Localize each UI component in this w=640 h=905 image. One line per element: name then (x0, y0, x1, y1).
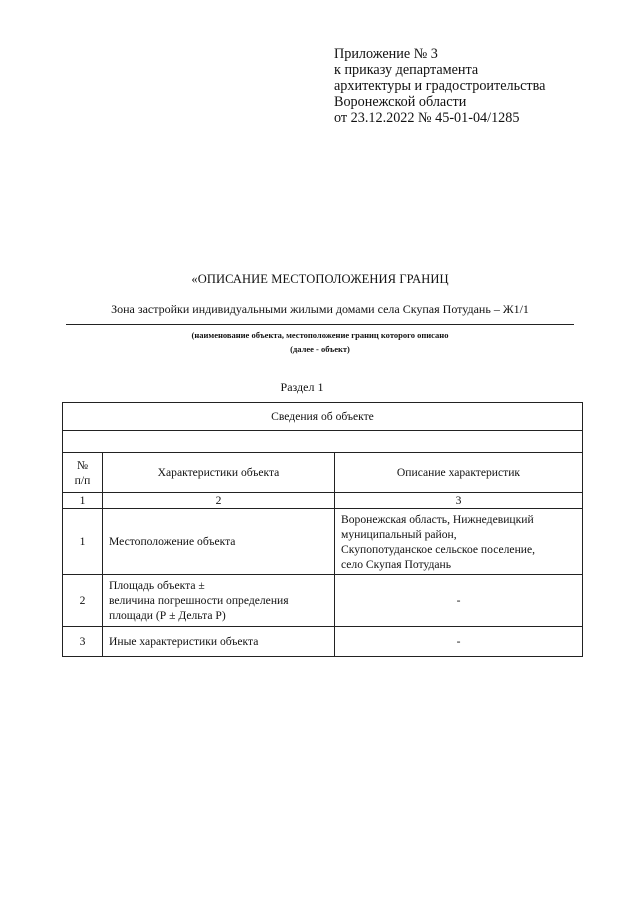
row-num: 1 (63, 509, 103, 575)
table-row (63, 575, 583, 627)
row-description: - (335, 575, 583, 627)
row-num: 3 (63, 627, 103, 657)
header-num-line: № (76, 458, 89, 472)
row-characteristic: Иные характеристики объекта (103, 627, 335, 657)
object-name-caption (0, 328, 640, 356)
appendix-line: Приложение № 3 (334, 46, 438, 62)
table-row (63, 627, 583, 657)
description-line: Скупопотуданское сельское поселение, (341, 542, 536, 556)
description-line: муниципальный район, (341, 527, 457, 541)
numbering-cell: 3 (335, 493, 583, 509)
empty-cell (63, 431, 583, 453)
table-row (63, 509, 583, 575)
header-num (63, 453, 103, 493)
table-heading: Сведения об объекте (63, 403, 583, 431)
row-characteristic: Местоположение объекта (103, 509, 335, 575)
table-numbering-row (63, 493, 583, 509)
row-characteristic (103, 575, 335, 627)
table-empty-row (63, 431, 583, 453)
appendix-line: к приказу департамента (334, 62, 479, 78)
header-description: Описание характеристик (335, 453, 583, 493)
description-line: село Скупая Потудань (341, 557, 452, 571)
object-info-table (62, 402, 583, 657)
object-name: Зона застройки индивидуальными жилыми домами села Скупая Потудань – Ж1/1 (111, 302, 529, 316)
row-description (335, 509, 583, 575)
header-characteristics: Характеристики объекта (103, 453, 335, 493)
numbering-cell: 1 (63, 493, 103, 509)
row-num: 2 (63, 575, 103, 627)
characteristic-line: площади (Р ± Дельта Р) (109, 609, 226, 622)
table-heading-row (63, 403, 583, 431)
header-num-line: п/п (74, 473, 91, 487)
description-line: Воронежская область, Нижнедевицкий (341, 512, 534, 526)
caption-line: (наименование объекта, местоположение границ которого описано (191, 330, 449, 340)
caption-line: (далее - объект) (290, 344, 350, 354)
appendix-line: архитектуры и градостроительства (334, 78, 546, 94)
table-header-row (63, 453, 583, 493)
document-title: «ОПИСАНИЕ МЕСТОПОЛОЖЕНИЯ ГРАНИЦ (191, 272, 449, 286)
row-description: - (335, 627, 583, 657)
characteristic-line: величина погрешности определения (109, 594, 289, 607)
appendix-line: от 23.12.2022 № 45-01-04/1285 (334, 110, 520, 126)
object-name-underline (66, 324, 574, 325)
section-label: Раздел 1 (280, 380, 324, 394)
numbering-cell: 2 (103, 493, 335, 509)
appendix-block (334, 46, 545, 126)
appendix-line: Воронежской области (334, 94, 467, 110)
characteristic-line: Площадь объекта ± (109, 579, 205, 592)
